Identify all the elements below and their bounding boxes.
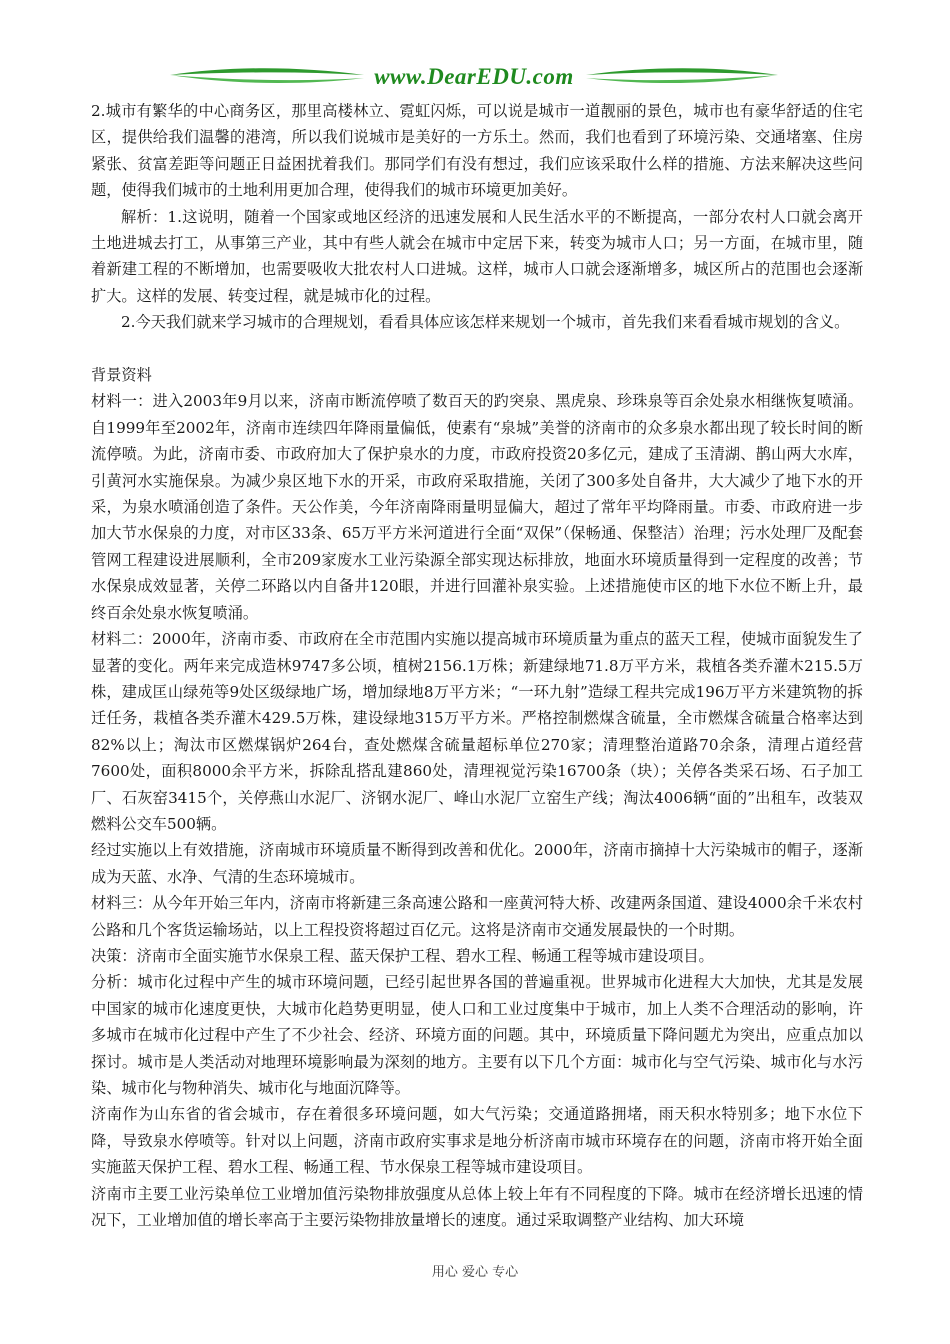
body-paragraph: 济南市主要工业污染单位工业增加值污染物排放强度从总体上较上年有不同程度的下降。城市在经济增长迅速的情况下，工业增加值的增长率高于主要污染物排放量增长的速度。通过采取调整产业结构、加大环境 xyxy=(91,1184,863,1230)
body-paragraph: 背景资料 xyxy=(91,366,152,385)
body-paragraph: 材料二：2000年，济南市委、市政府在全市范围内实施以提高城市环境质量为重点的蓝天工程，使城市面貌发生了显著的变化。两年来完成造林9747多公顷，植树2156.1万株；新建绿地71.8万平方米，栽植各类乔灌木215.5万株，建成匡山绿苑等9处区级绿地广场，增加绿地8万平方米；“一环九射”造绿工程共完成196万平方米建筑物的拆迁任务，栽植各类乔灌木429.5万株，建设绿地315万平方米。严格控制燃煤含硫量，全市燃煤含硫量合格率达到82%以上；淘汰市区燃煤锅炉264台，查处燃煤含硫量超标单位270家；清理整治道路70余条，清理占道经营7600处，面积8000余平方米，拆除乱搭乱建860处，清理视觉污染16700条（块）；关停各类采石场、石子加工厂、石灰窑3415个，关停燕山水泥厂、济钢水泥厂、峰山水泥厂立窑生产线；淘汰4006辆“面的”出租车，改装双燃料公交车500辆。 xyxy=(91,630,863,833)
body-paragraph: 经过实施以上有效措施，济南城市环境质量不断得到改善和优化。2000年，济南市摘掉十大污染城市的帽子，逐渐成为天蓝、水净、气清的生态环境城市。 xyxy=(91,841,863,886)
body-paragraph: 2.城市有繁华的中心商务区，那里高楼林立、霓虹闪烁，可以说是城市一道靓丽的景色，城市也有豪华舒适的住宅区，提供给我们温馨的港湾，所以我们说城市是美好的一方乐土。然而，我们也看到了环境污染、交通堵塞、住房紧张、贫富差距等问题正日益困扰着我们。那同学们有没有想过，我们应该采取什么样的措施、方法来解决这些问题，使得我们城市的土地利用更加合理，使得我们的城市环境更加美好。 xyxy=(91,102,863,200)
body-paragraph: 济南作为山东省的省会城市，存在着很多环境问题，如大气污染；交通道路拥堵，雨天积水特别多；地下水位下降，导致泉水停喷等。针对以上问题，济南市政府实事求是地分析济南市城市环境存在的问题，济南市将开始全面实施蓝天保护工程、碧水工程、畅通工程、节水保泉工程等城市建设项目。 xyxy=(91,1105,863,1177)
site-logo-text: www.DearEDU.com xyxy=(374,64,574,89)
body-paragraph: 材料一：进入2003年9月以来，济南市断流停喷了数百天的趵突泉、黑虎泉、珍珠泉等百余处泉水相继恢复喷涌。自1999年至2002年，济南市连续四年降雨量偏低，使素有“泉城”美誉的济南市的众多泉水都出现了较长时间的断流停喷。为此，济南市委、市政府加大了保护泉水的力度，市政府投资20多亿元，建成了玉清湖、鹊山两大水库，引黄河水实施保泉。为减少泉区地下水的开采，市政府采取措施，关闭了300多处自备井，大大减少了地下水的开采，为泉水喷涌创造了条件。天公作美，今年济南降雨量明显偏大，超过了常年平均降雨量。市委、市政府进一步加大节水保泉的力度，对市区33条、65万平方米河道进行全面“双保”（保畅通、保整洁）治理；污水处理厂及配套管网工程建设进展顺利，全市209家废水工业污染源全部实现达标排放，地面水环境质量得到一定程度的改善；节水保泉成效显著，关停二环路以内自备井120眼，并进行回灌补泉实验。上述措施使市区的地下水位不断上升，最终百余处泉水恢复喷涌。 xyxy=(91,392,863,622)
page-footer: 用心 爱心 专心 xyxy=(431,1265,519,1280)
body-paragraph: 解析：1.这说明，随着一个国家或地区经济的迅速发展和人民生活水平的不断提高，一部分农村人口就会离开土地进城去打工，从事第三产业，其中有些人就会在城市中定居下来，转变为城市人口；另一方面，在城市里，随着新建工程的不断增加，也需要吸收大批农村人口进城。这样，城市人口就会逐渐增多，城区所占的范围也会逐渐扩大。这样的发展、转变过程，就是城市化的过程。 xyxy=(91,207,863,305)
body-paragraph: 决策：济南市全面实施节水保泉工程、蓝天保护工程、碧水工程、畅通工程等城市建设项目。 xyxy=(91,946,714,965)
blank-line xyxy=(91,336,863,362)
body-paragraph: 2.今天我们就来学习城市的合理规划，看看具体应该怎样来规划一个城市，首先我们来看看城市规划的含义。 xyxy=(121,313,850,332)
body-paragraph: 分析：城市化过程中产生的城市环境问题，已经引起世界各国的普遍重视。世界城市化进程大大加快，尤其是发展中国家的城市化速度更快，大城市化趋势更明显，使人口和工业过度集中于城市，加上人类不合理活动的影响，许多城市在城市化过程中产生了不少社会、经济、环境方面的问题。其中，环境质量下降问题尤为突出，应重点加以探讨。城市是人类活动对地理环境影响最为深刻的地方。主要有以下几个方面：城市化与空气污染、城市化与水污染、城市化与物种消失、城市化与地面沉降等。 xyxy=(91,973,863,1098)
body-paragraph: 材料三：从今年开始三年内，济南市将新建三条高速公路和一座黄河特大桥、改建两条国道、建设4000余千米农村公路和几个客货运输场站，以上工程投资将超过百亿元。这将是济南市交通发展最快的一个时期。 xyxy=(91,894,863,939)
site-header-banner xyxy=(168,62,780,92)
document-body xyxy=(91,98,863,1233)
